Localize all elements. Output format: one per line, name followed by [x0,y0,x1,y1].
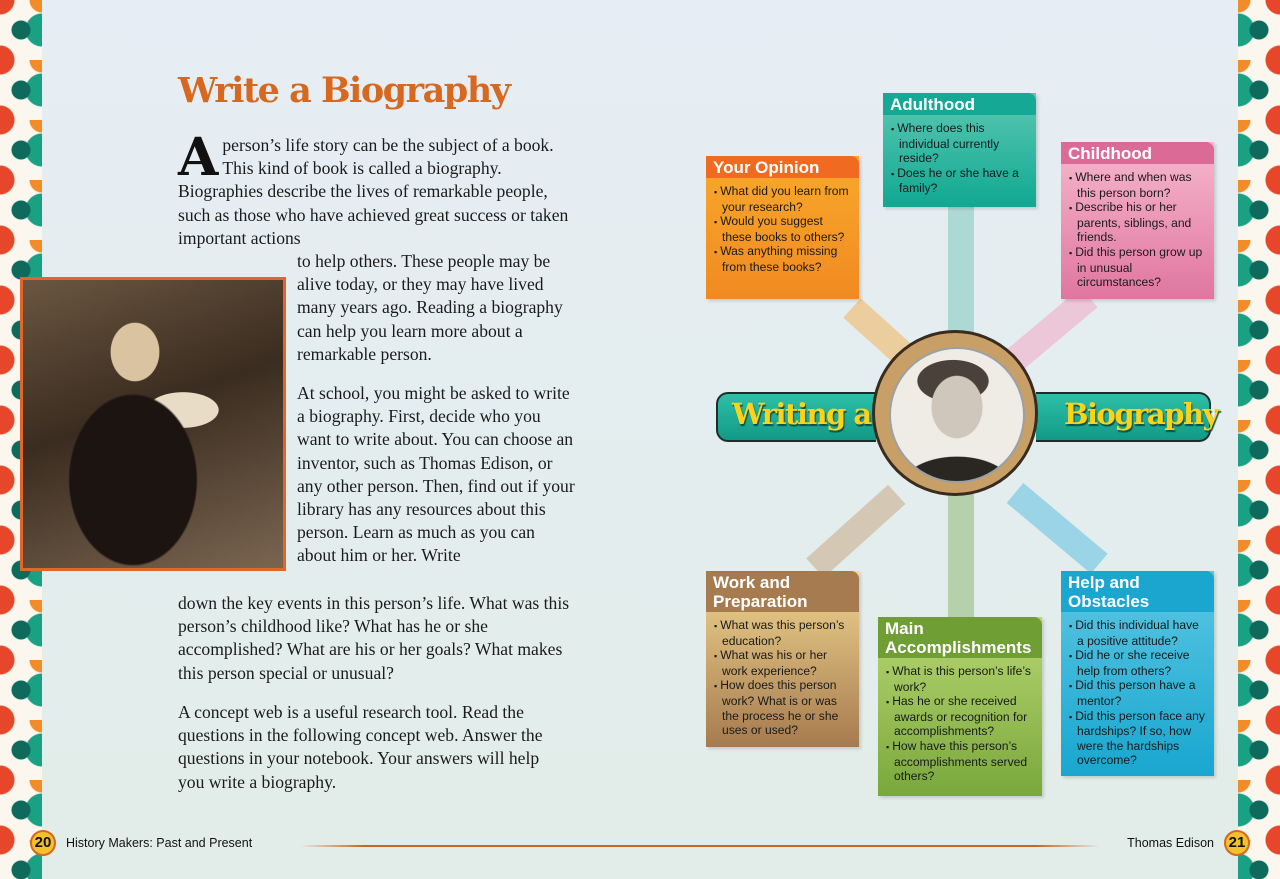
question-item: ▪ Did this individual have a positive attitude? [1069,618,1206,648]
spoke-adulthood [948,205,974,335]
paragraph-school-cont: down the key events in this person’s life. What was this person’s childhood like? What has he or she accomplished? What are his or her goals? What makes this person special or unusual? [178,593,570,683]
paragraph-intro [178,127,573,250]
page-number-right: 21 [1224,830,1250,856]
question-item: ▪ How does this person work? What is or was the process he or she uses or used? [714,678,851,737]
paragraph-intro-cont: to help others. These people may be alive today, or they may have lived many years ago. Reading a biography can help you learn more about a remarkable person. [297,251,563,364]
footer-divider [300,845,1100,847]
page-title: Write a Biography [178,70,510,111]
question-list [883,115,1036,202]
question-item: ▪ Did he or she receive help from others? [1069,648,1206,678]
question-item: ▪ Did this person face any hardships? If so, how were the hardships overcome? [1069,709,1206,768]
drop-cap: A [178,127,219,188]
question-item: ▪ Has he or she received awards or recognition for accomplishments? [886,694,1034,739]
question-item: ▪ Was anything missing from these books? [714,244,851,274]
question-item: ▪ Does he or she have a family? [891,166,1028,196]
question-item: ▪ What was his or her work experience? [714,648,851,678]
edison-portrait [889,347,1025,483]
banner-left-text: Writing a [732,397,871,431]
question-list [706,178,859,281]
paragraph-school: At school, you might be asked to write a biography. First, decide who you want to write about. You can choose an inventor, such as Thomas Edison, or any other person. Then, find out if your library has any resources about this person. Learn as much as you can about him or her. Write [297,383,575,566]
question-item: ▪ How have this person’s accomplishments served others? [886,739,1034,784]
footer-book-title: History Makers: Past and Present [66,836,253,850]
banner-right [1036,392,1218,442]
question-list [1061,164,1214,296]
spoke-help-obstacles [1007,483,1108,574]
spoke-work-preparation [806,485,905,578]
question-item: ▪ Describe his or her parents, siblings, and friends. [1069,200,1206,245]
box-title: Work and Preparation [706,571,859,612]
box-title: Your Opinion [706,156,859,178]
question-list [1061,612,1214,774]
page-number-left: 20 [30,830,56,856]
paragraph-concept-web: A concept web is a useful research tool. Read the questions in the following concept web. Answer the questions in your notebook. Your answers will help you write a biography. [178,702,543,792]
box-help-obstacles [1061,571,1214,776]
question-list [706,612,859,744]
question-list [878,658,1042,790]
box-title: Main Accomplishments [878,617,1042,658]
portrait-frame [872,330,1038,496]
question-item: ▪ Where and when was this person born? [1069,170,1206,200]
box-work-preparation [706,571,859,747]
paragraph-intro-text: person’s life story can be the subject of a book. This kind of book is called a biography. Biographies describe the lives of remarkable people, such as those who have achieved great success or taken important actions [178,135,569,248]
question-item: ▪ What is this person’s life’s work? [886,664,1034,694]
spoke-main-accomplishments [948,492,974,622]
box-childhood [1061,142,1214,299]
question-item: ▪ Did this person have a mentor? [1069,678,1206,708]
question-item: ▪ Would you suggest these books to others? [714,214,851,244]
box-main-accomplishments [878,617,1042,796]
box-title: Childhood [1061,142,1214,164]
question-item: ▪ Where does this individual currently reside? [891,121,1028,166]
question-item: ▪ Did this person grow up in unusual circumstances? [1069,245,1206,290]
footer-chapter-title: Thomas Edison [1127,836,1214,850]
question-item: ▪ What did you learn from your research? [714,184,851,214]
box-adulthood [883,93,1036,207]
box-title: Help and Obstacles [1061,571,1214,612]
question-item: ▪ What was this person’s education? [714,618,851,648]
banner-left [716,392,876,442]
edison-lab-photo [20,277,286,571]
banner-right-text: Biography [1064,397,1218,431]
box-your-opinion [706,156,859,299]
decorative-border-right [1238,0,1280,879]
box-title: Adulthood [883,93,1036,115]
